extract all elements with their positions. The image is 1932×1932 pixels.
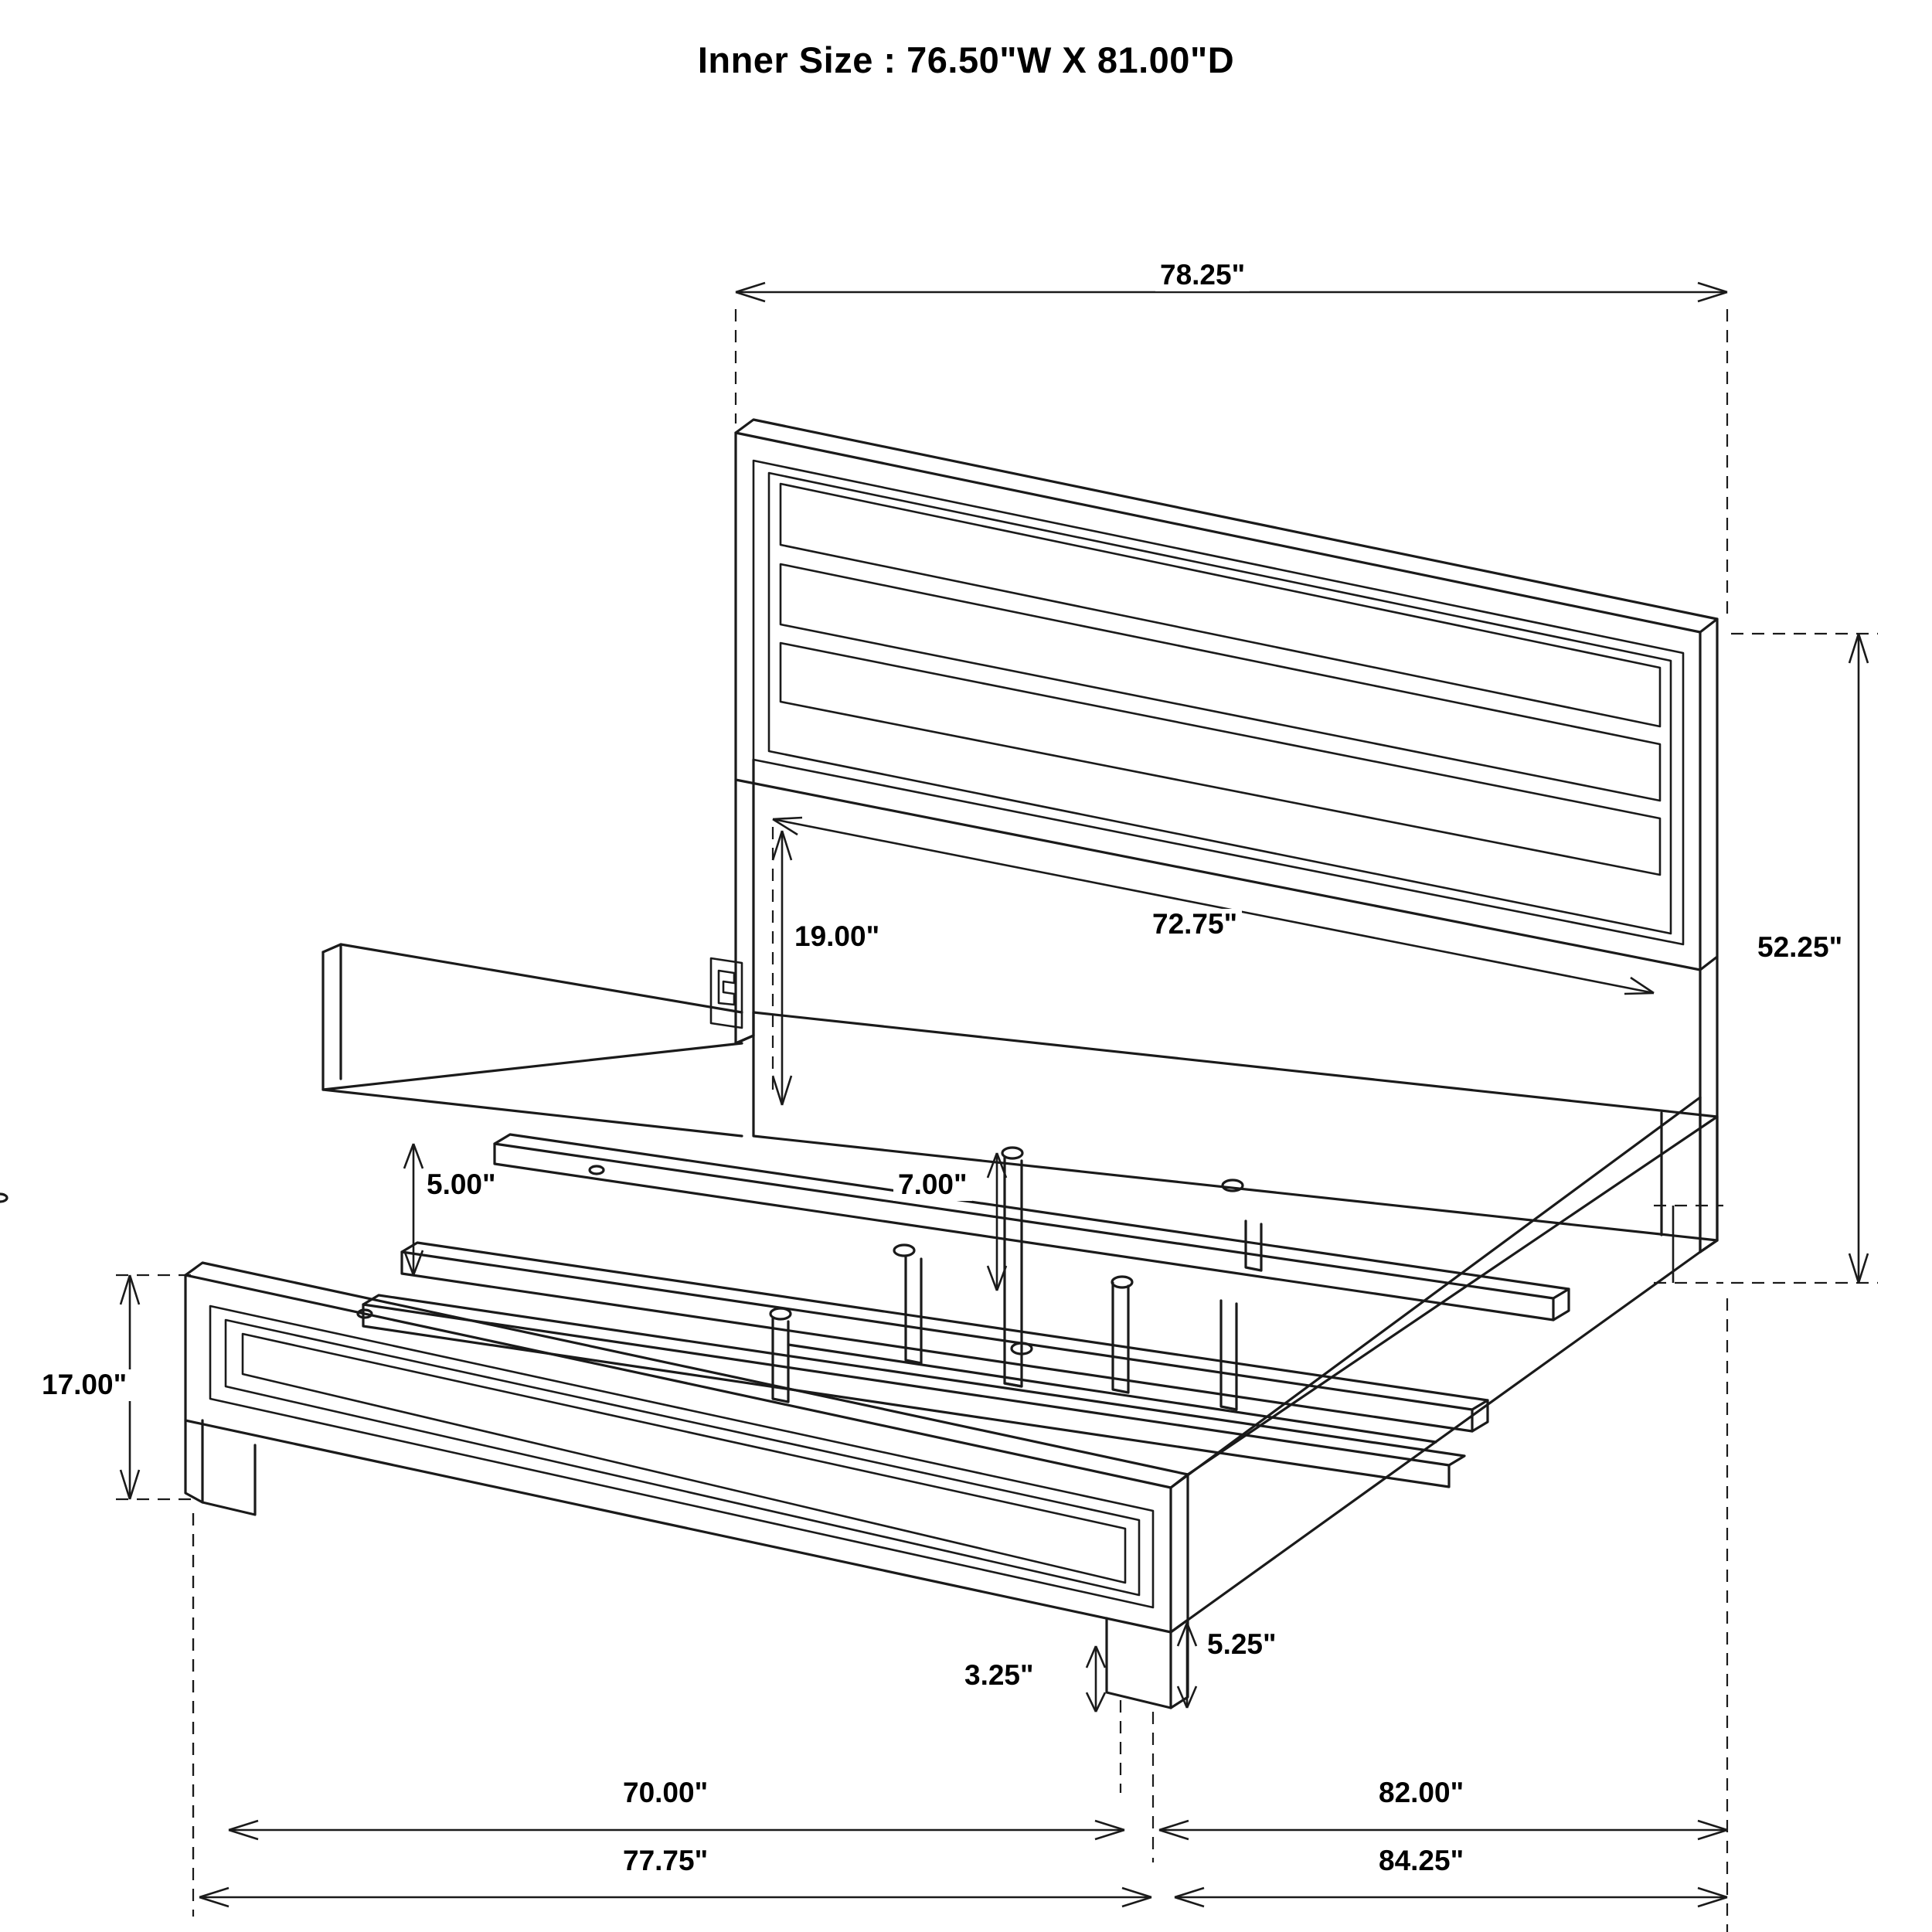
dimension-label-outer-length-side: 84.25": [1374, 1845, 1468, 1877]
dimension-label-overall-width-top: 78.25": [1155, 260, 1250, 291]
dimension-label-inner-width: 72.75": [1148, 909, 1242, 940]
dimension-label-footboard-height-left: 17.00": [37, 1369, 131, 1401]
rail-bracket-hardware: [711, 958, 742, 1028]
footboard-outer: [185, 1263, 1188, 1632]
dimension-label-leg-height: 3.25": [960, 1660, 1039, 1692]
dimension-label-rail-to-slat-height: 19.00": [790, 921, 884, 953]
dimension-label-slat-offset: 5.00": [422, 1169, 501, 1201]
dimension-label-outer-width-front: 77.75": [618, 1845, 713, 1877]
dimension-label-overall-length-side: 82.00": [1374, 1777, 1468, 1809]
side-rail-left: [323, 944, 742, 1136]
page-title: Inner Size : 76.50"W X 81.00"D: [697, 39, 1235, 80]
headboard-posts: [736, 760, 1717, 1252]
dimension-label-headboard-height-right: 52.25": [1753, 932, 1847, 964]
headboard-outer: [736, 420, 1717, 970]
dimension-label-foot-clearance: 5.25": [1202, 1629, 1281, 1661]
dimension-label-inner-length-front: 70.00": [618, 1777, 713, 1809]
dimension-label-center-support-height: 7.00": [893, 1169, 972, 1201]
headboard-panels: [781, 484, 1660, 875]
side-rail-right: [753, 1012, 1717, 1252]
